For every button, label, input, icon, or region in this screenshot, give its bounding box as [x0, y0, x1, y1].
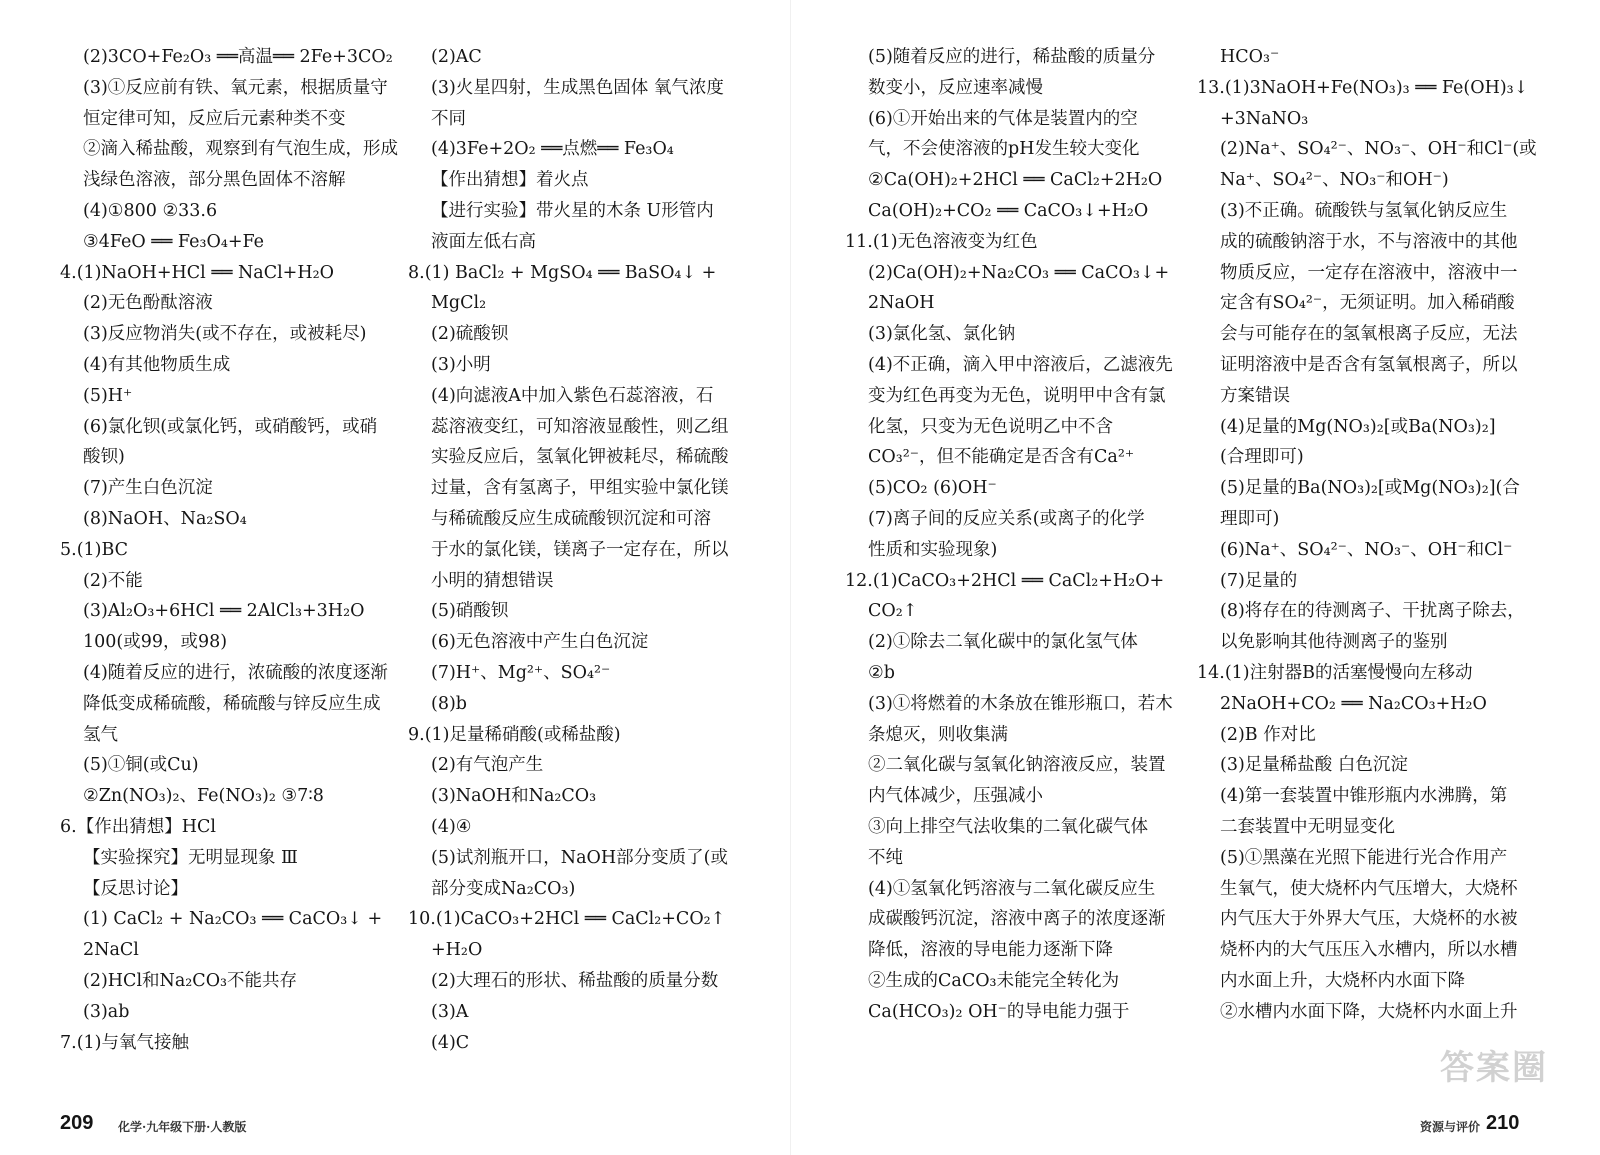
- answer-line: (6)无色溶液中产生白色沉淀: [431, 632, 649, 653]
- answer-line: (4)向滤液A中加入紫色石蕊溶液，石: [431, 385, 714, 406]
- right-footer-text: 资源与评价: [1420, 1120, 1481, 1134]
- answer-line: 成的硫酸钠溶于水，不与溶液中的其他: [1220, 231, 1518, 252]
- answer-line: ②Zn(NO₃)₂、Fe(NO₃)₂ ③7∶8: [83, 786, 324, 807]
- answer-line: (3)①反应前有铁、氧元素，根据质量守: [83, 77, 388, 98]
- answer-line: 部分变成Na₂CO₃): [431, 878, 576, 899]
- answer-line: (1) CaCl₂ + Na₂CO₃ ══ CaCO₃↓ +: [83, 909, 383, 930]
- answer-line: 气，不会使溶液的pH发生较大变化: [868, 139, 1140, 160]
- answer-line: (8)将存在的待测离子、干扰离子除去，: [1220, 601, 1525, 622]
- answer-line: 条熄灭，则收集满: [868, 724, 1008, 745]
- answer-line: ②滴入稀盐酸，观察到有气泡生成，形成: [83, 139, 398, 160]
- answer-line: (3)反应物消失(或不存在，或被耗尽): [83, 324, 367, 345]
- answer-line: (3)足量稀盐酸 白色沉淀: [1220, 755, 1408, 776]
- answer-line: (2)无色酚酞溶液: [83, 293, 213, 314]
- answer-line: (2)Na⁺、SO₄²⁻、NO₃⁻、OH⁻和Cl⁻(或: [1220, 139, 1537, 160]
- answer-column-2: [408, 42, 738, 1058]
- answer-line: 【作出猜想】着火点: [431, 170, 589, 191]
- answer-line: (5)①黑藻在光照下能进行光合作用产: [1220, 847, 1508, 868]
- answer-line: 方案错误: [1220, 385, 1290, 406]
- answer-line: 烧杯内的大气压压入水槽内，所以水槽: [1220, 940, 1518, 961]
- left-page-number: 209: [60, 1112, 94, 1134]
- answer-line: (3)A: [431, 1001, 469, 1022]
- answer-line: (5)随着反应的进行，稀盐酸的质量分: [868, 47, 1156, 67]
- answer-line: CO₂↑: [868, 601, 918, 622]
- answer-line: (4)①氢氧化钙溶液与二氧化碳反应生: [868, 878, 1156, 899]
- answer-line: CO₃²⁻，但不能确定是否含有Ca²⁺: [868, 447, 1135, 468]
- answer-line: 与稀硫酸反应生成硫酸钡沉淀和可溶: [431, 508, 711, 529]
- answer-line: 恒定律可知，反应后元素种类不变: [83, 108, 346, 129]
- answer-line: 2NaCl: [83, 940, 139, 961]
- answer-line: (3)Al₂O₃+6HCl ══ 2AlCl₃+3H₂O: [83, 601, 365, 622]
- answer-line: (6)氯化钡(或氯化钙，或硝酸钙，或硝: [83, 416, 378, 437]
- answer-line: 7.(1)与氧气接触: [60, 1032, 189, 1053]
- answer-line: 14.(1)注射器B的活塞慢慢向左移动: [1197, 662, 1473, 683]
- answer-line: (5)H⁺: [83, 385, 133, 406]
- answer-line: 2NaOH: [868, 293, 935, 314]
- answer-line: 10.(1)CaCO₃+2HCl ══ CaCl₂+CO₂↑: [408, 909, 726, 930]
- answer-line: 6.【作出猜想】HCl: [60, 816, 216, 837]
- answer-line: +3NaNO₃: [1220, 108, 1309, 129]
- answer-line: (8)NaOH、Na₂SO₄: [83, 508, 247, 529]
- left-footer-text: 化学·九年级下册·人教版: [118, 1120, 247, 1134]
- answer-line: 定含有SO₄²⁻，无须证明。加入稀硝酸: [1220, 293, 1515, 314]
- answer-line: (4)C: [431, 1032, 470, 1053]
- answer-line: 以免影响其他待测离子的鉴别: [1220, 632, 1448, 653]
- answer-line: (4)①800 ②33.6: [83, 200, 218, 221]
- answer-line: (2)Ca(OH)₂+Na₂CO₃ ══ CaCO₃↓+: [868, 262, 1170, 283]
- answer-line: (5)①铜(或Cu): [83, 755, 199, 776]
- right-page-number: 210: [1486, 1112, 1520, 1134]
- answer-line: (4)④: [431, 816, 472, 837]
- answer-line: 【实验探究】无明显现象 Ⅲ: [83, 847, 298, 868]
- answer-line: (2)AC: [431, 47, 482, 67]
- answer-line: 降低变成稀硫酸，稀硫酸与锌反应生成: [83, 693, 381, 714]
- answer-line: 内气压大于外界大气压，大烧杯的水被: [1220, 909, 1518, 930]
- answer-line: 氢气: [83, 724, 118, 745]
- answer-line: 2NaOH+CO₂ ══ Na₂CO₃+H₂O: [1220, 693, 1487, 714]
- answer-line: 酸钡): [83, 447, 125, 468]
- answer-line: 变为红色再变为无色，说明甲中含有氯: [868, 385, 1166, 406]
- answer-line: Na⁺、SO₄²⁻、NO₃⁻和OH⁻): [1220, 170, 1449, 191]
- answer-line: 性质和实验现象): [868, 539, 998, 560]
- answer-line: 4.(1)NaOH+HCl ══ NaCl+H₂O: [60, 262, 334, 283]
- answer-line: 过量，含有氢离子，甲组实验中氯化镁: [431, 478, 729, 499]
- answer-line: (4)足量的Mg(NO₃)₂[或Ba(NO₃)₂]: [1220, 416, 1496, 437]
- answer-line: ③4FeO ══ Fe₃O₄+Fe: [83, 231, 265, 252]
- answer-line: (5)试剂瓶开口，NaOH部分变质了(或: [431, 847, 728, 868]
- answer-line: (2)3CO+Fe₂O₃ ══高温══ 2Fe+3CO₂: [83, 47, 393, 67]
- answer-line: (5)硝酸钡: [431, 601, 509, 622]
- page-gutter: [790, 0, 791, 1155]
- answer-line: ②水槽内水面下降，大烧杯内水面上升: [1220, 1001, 1518, 1022]
- answer-line: (2)大理石的形状、稀盐酸的质量分数: [431, 970, 719, 991]
- answer-line: 于水的氯化镁，镁离子一定存在，所以: [431, 539, 729, 560]
- answer-line: ②二氧化碳与氢氧化钠溶液反应，装置: [868, 755, 1166, 776]
- answer-line: MgCl₂: [431, 293, 487, 314]
- answer-line: 成碳酸钙沉淀，溶液中离子的浓度逐渐: [868, 909, 1166, 930]
- answer-line: 蕊溶液变红，可知溶液显酸性，则乙组: [431, 416, 729, 437]
- answer-line: (3)小明: [431, 354, 491, 375]
- answer-line: +H₂O: [431, 940, 483, 961]
- answer-line: (3)氯化氢、氯化钠: [868, 324, 1016, 345]
- answer-line: (3)①将燃着的木条放在锥形瓶口，若木: [868, 693, 1173, 714]
- answer-line: (7)产生白色沉淀: [83, 478, 213, 499]
- answer-line: (合理即可): [1220, 447, 1304, 468]
- answer-line: (2)①除去二氧化碳中的氯化氢气体: [868, 632, 1138, 653]
- answer-line: 【进行实验】带火星的木条 U形管内: [431, 200, 714, 221]
- answer-line: 内水面上升，大烧杯内水面下降: [1220, 970, 1465, 991]
- watermark-logo: [1440, 1040, 1590, 1110]
- answer-line: 100(或99，或98): [83, 632, 228, 653]
- answer-line: ②生成的CaCO₃未能完全转化为: [868, 970, 1120, 991]
- answer-line: 二套装置中无明显变化: [1220, 816, 1395, 837]
- answer-line: (4)有其他物质生成: [83, 354, 231, 375]
- answer-line: 会与可能存在的氢氧根离子反应，无法: [1220, 324, 1518, 345]
- answer-line: ②Ca(OH)₂+2HCl ══ CaCl₂+2H₂O: [868, 170, 1163, 191]
- answer-line: (3)NaOH和Na₂CO₃: [431, 786, 597, 807]
- answer-line: 物质反应，一定存在溶液中，溶液中一: [1220, 262, 1518, 283]
- answer-line: (3)ab: [83, 1001, 130, 1022]
- answer-line: 理即可): [1220, 508, 1280, 529]
- answer-line: (3)不正确。硫酸铁与氢氧化钠反应生: [1220, 200, 1508, 221]
- answer-line: 浅绿色溶液，部分黑色固体不溶解: [83, 170, 346, 191]
- answer-line: (6)①开始出来的气体是装置内的空: [868, 108, 1138, 129]
- answer-line: (4)3Fe+2O₂ ══点燃══ Fe₃O₄: [431, 139, 674, 160]
- answer-line: 11.(1)无色溶液变为红色: [845, 231, 1038, 252]
- answer-line: 证明溶液中是否含有氢氧根离子，所以: [1220, 354, 1518, 375]
- answer-line: (2)不能: [83, 570, 143, 591]
- answer-line: 13.(1)3NaOH+Fe(NO₃)₃ ══ Fe(OH)₃↓: [1197, 77, 1529, 98]
- answer-line: 8.(1) BaCl₂ + MgSO₄ ══ BaSO₄↓ +: [408, 262, 717, 283]
- answer-line: (2)B 作对比: [1220, 724, 1316, 745]
- answer-line: (4)第一套装置中锥形瓶内水沸腾，第: [1220, 786, 1508, 807]
- answer-line: Ca(OH)₂+CO₂ ══ CaCO₃↓+H₂O: [868, 200, 1149, 221]
- answer-line: (2)硫酸钡: [431, 324, 509, 345]
- answer-line: (4)不正确，滴入甲中溶液后，乙滤液先: [868, 354, 1173, 375]
- answer-line: 降低，溶液的导电能力逐渐下降: [868, 940, 1113, 961]
- answer-line: 12.(1)CaCO₃+2HCl ══ CaCl₂+H₂O+: [845, 570, 1165, 591]
- answer-line: ③向上排空气法收集的二氧化碳气体: [868, 816, 1148, 837]
- answer-line: 液面左低右高: [431, 231, 536, 252]
- answer-line: 9.(1)足量稀硝酸(或稀盐酸): [408, 724, 621, 745]
- answer-line: (2)HCl和Na₂CO₃不能共存: [83, 970, 298, 991]
- answer-line: (7)H⁺、Mg²⁺、SO₄²⁻: [431, 662, 611, 683]
- answer-line: 数变小，反应速率减慢: [868, 77, 1043, 98]
- answer-column-4: [1197, 42, 1542, 1028]
- answer-line: (5)足量的Ba(NO₃)₂[或Mg(NO₃)₂](合: [1220, 478, 1520, 499]
- answer-line: (7)离子间的反应关系(或离子的化学: [868, 508, 1145, 529]
- answer-line: ②b: [868, 662, 895, 683]
- answer-line: 5.(1)BC: [60, 539, 129, 560]
- answer-line: 实验反应后，氢氧化钾被耗尽，稀硫酸: [431, 447, 729, 468]
- answer-line: 化氢，只变为无色说明乙中不含: [868, 416, 1113, 437]
- answer-line: 生氧气，使大烧杯内气压增大，大烧杯: [1220, 878, 1518, 899]
- answer-line: (8)b: [431, 693, 467, 714]
- answer-line: 【反思讨论】: [83, 878, 188, 899]
- answer-line: (6)Na⁺、SO₄²⁻、NO₃⁻、OH⁻和Cl⁻: [1220, 539, 1513, 560]
- answer-line: (3)火星四射，生成黑色固体 氧气浓度: [431, 77, 724, 98]
- watermark-logo-text: 答案圈: [1440, 1048, 1548, 1088]
- answer-column-1: [60, 42, 398, 1058]
- answer-line: (2)有气泡产生: [431, 755, 544, 776]
- answer-line: Ca(HCO₃)₂ OH⁻的导电能力强于: [868, 1001, 1130, 1022]
- answer-line: HCO₃⁻: [1220, 47, 1280, 67]
- answer-line: 不纯: [868, 847, 903, 868]
- answer-line: 小明的猜想错误: [431, 570, 554, 591]
- answer-line: 不同: [431, 108, 466, 129]
- answer-line: (5)CO₂ (6)OH⁻: [868, 478, 997, 499]
- answer-line: (7)足量的: [1220, 570, 1298, 591]
- answer-line: (4)随着反应的进行，浓硫酸的浓度逐渐: [83, 662, 388, 683]
- answer-line: 内气体减少，压强减小: [868, 786, 1043, 807]
- answer-column-3: [845, 42, 1180, 1028]
